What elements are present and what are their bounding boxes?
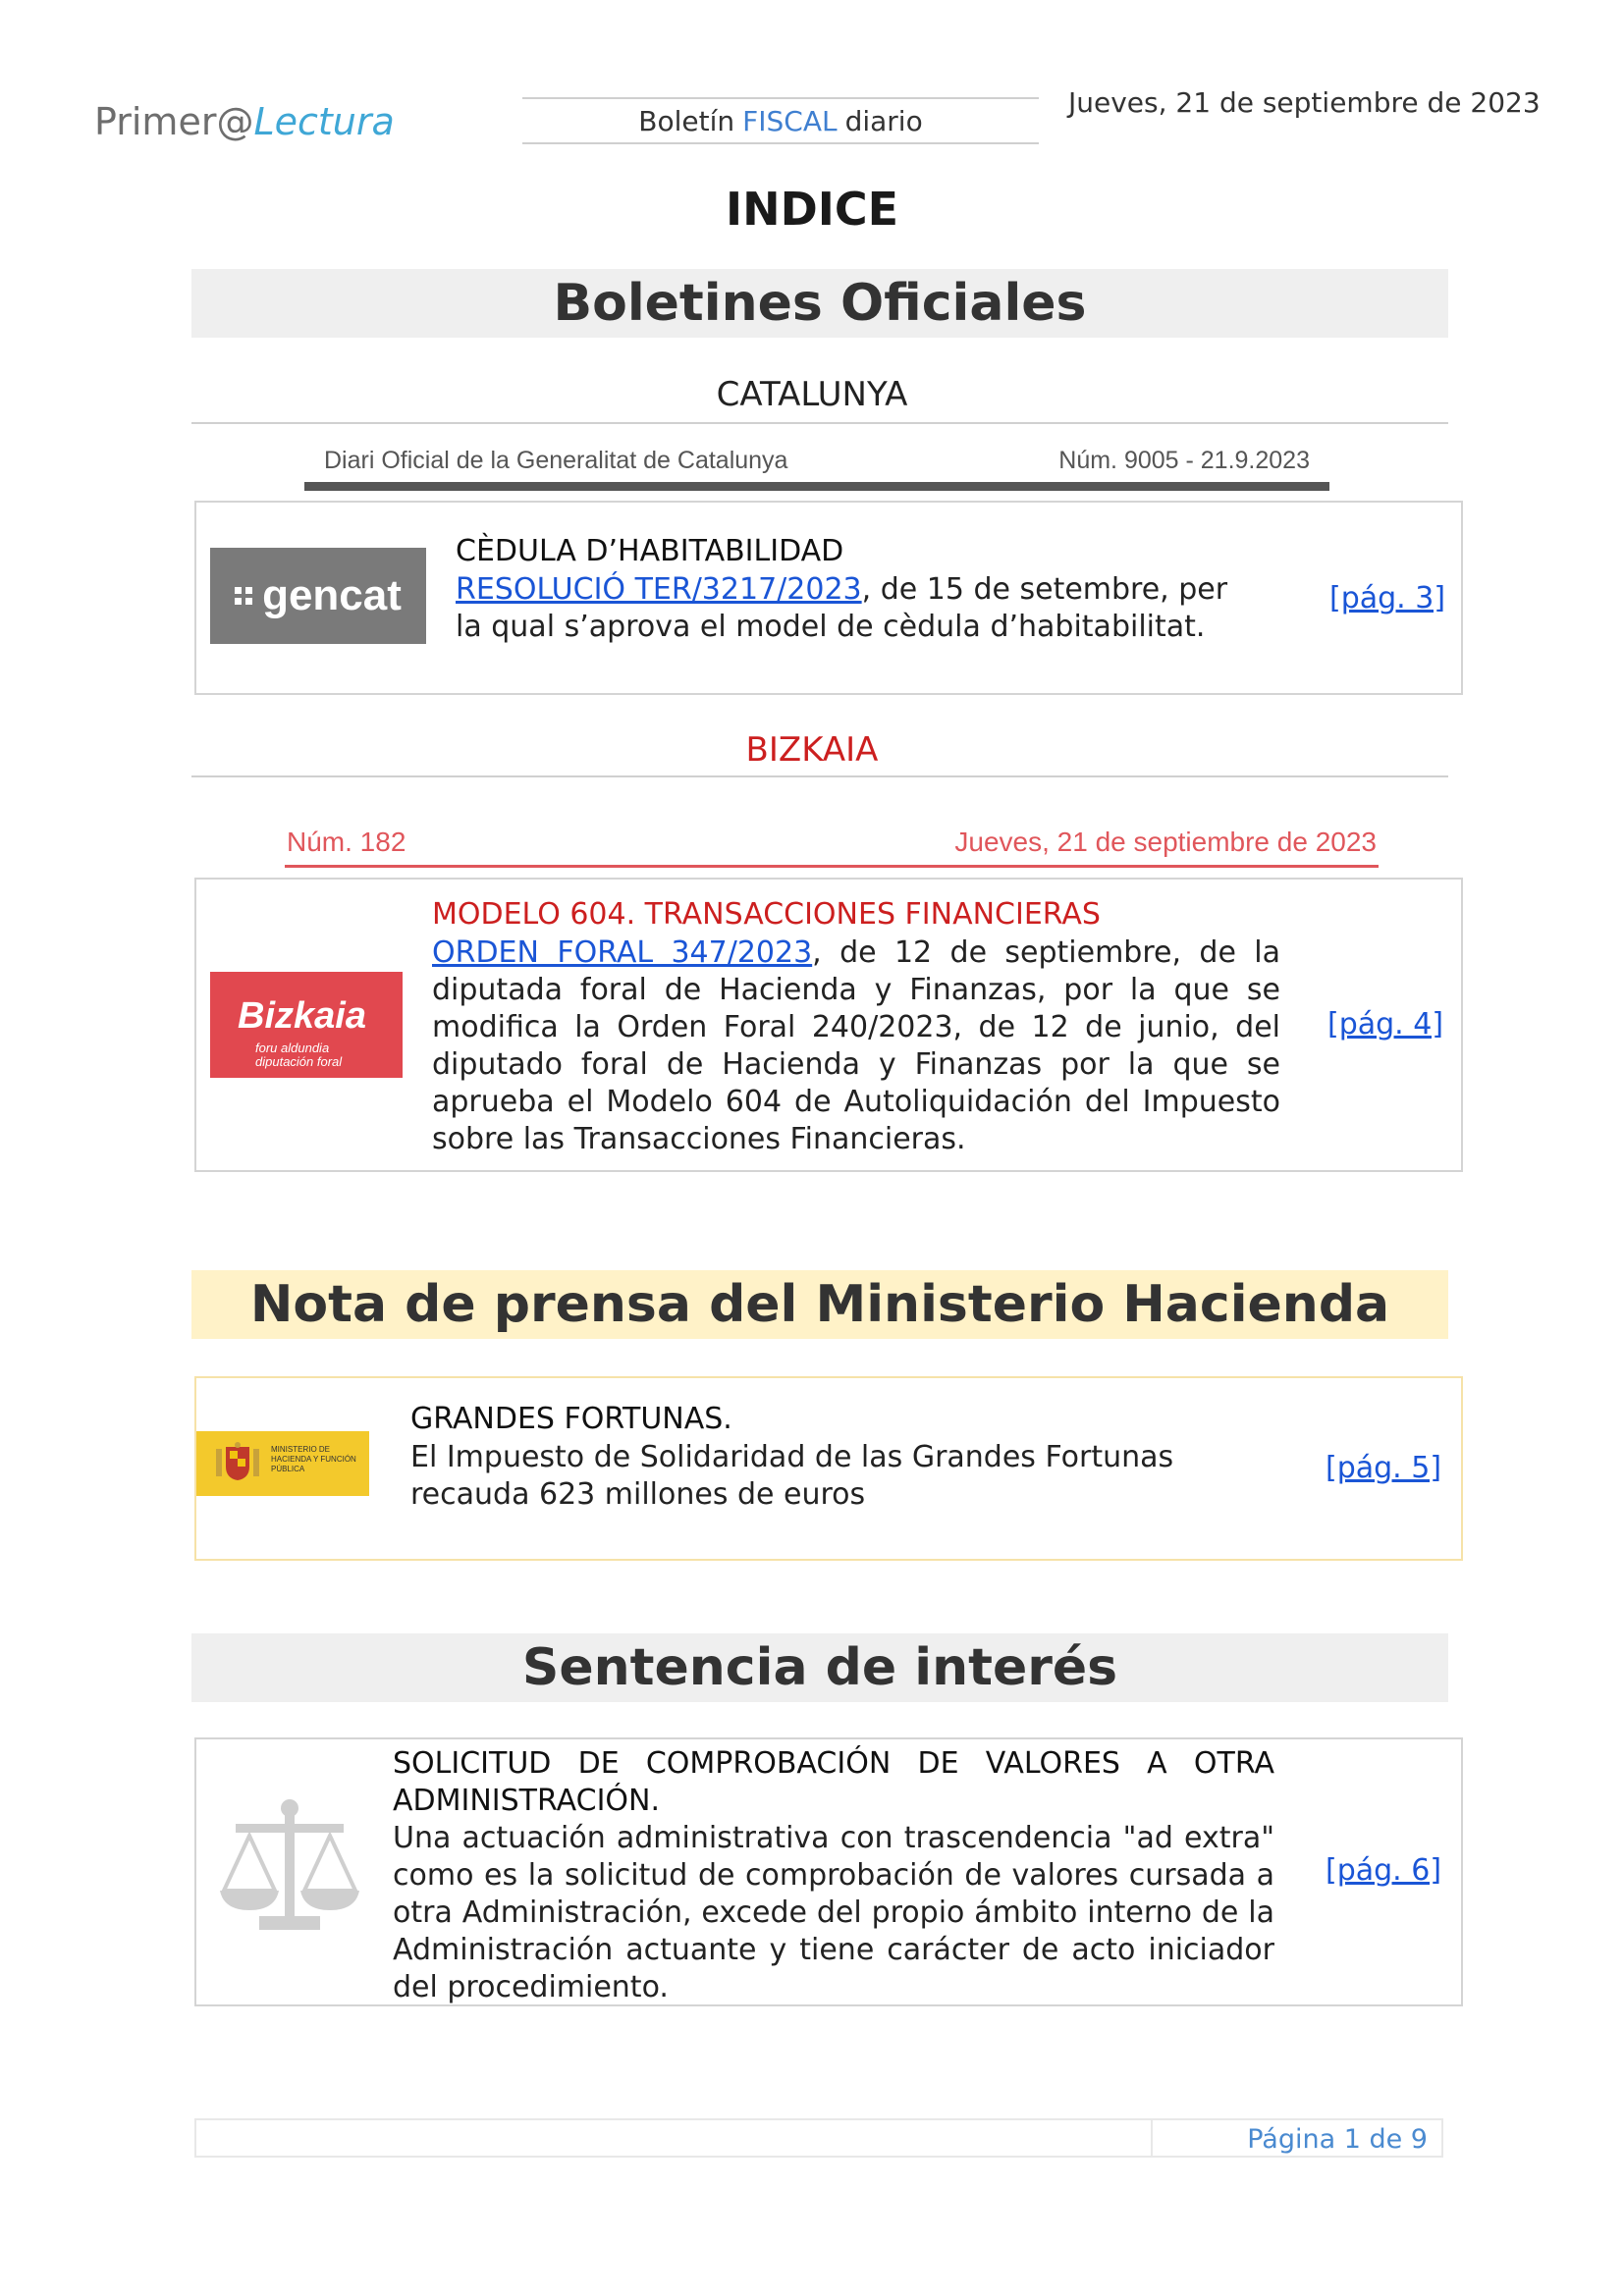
card-body: El Impuesto de Solidaridad de las Grandes Fortunas recauda 623 millones de euros — [410, 1440, 1174, 1512]
bizkaia-logo-sub1: foru aldundia — [255, 1041, 330, 1055]
card-catalunya — [194, 501, 1463, 695]
region-divider — [191, 422, 1448, 424]
region-catalunya: CATALUNYA — [716, 375, 908, 414]
bizkaia-logo — [210, 972, 403, 1078]
card-text: , de 15 de setembre, per la qual s’aprova el model de cèdula d’habitabilitat. — [456, 572, 1228, 644]
page-link-5[interactable]: [pág. 5] — [1326, 1451, 1442, 1485]
brand-part1: Primer@ — [94, 100, 254, 143]
brand-logo — [94, 100, 395, 143]
card-body: Una actuación administrativa con trascendencia "ad extra" como es la solicitud de comprobación de valores cursada a otra Administración, excede del propio ámbito interno de la Administración actuante y tiene carácter de acto iniciador del procedimiento. — [393, 1821, 1274, 2004]
bob-date: Jueves, 21 de septiembre de 2023 — [954, 826, 1377, 857]
dogc-header-strip — [304, 440, 1329, 491]
region-divider — [191, 775, 1448, 777]
page-number: Página 1 de 9 — [1247, 2124, 1428, 2155]
card-title: MODELO 604. TRANSACCIONES FINANCIERAS — [432, 897, 1101, 932]
gencat-logo-text: gencat — [262, 571, 402, 619]
bulletin-title — [522, 97, 1039, 144]
gencat-logo — [210, 548, 426, 644]
region-bizkaia: BIZKAIA — [745, 730, 879, 770]
section-banner-boletines: Boletines Oficiales — [191, 269, 1448, 338]
brand-part2: Lectura — [253, 100, 395, 143]
header-date: Jueves, 21 de septiembre de 2023 — [1068, 86, 1541, 119]
bulletin-fiscal: FISCAL — [742, 104, 838, 137]
bizkaia-logo-name: Bizkaia — [238, 995, 366, 1037]
section-banner-sentencia: Sentencia de interés — [191, 1633, 1448, 1702]
indice-title: INDICE — [725, 183, 899, 236]
footer — [194, 2118, 1443, 2158]
section-banner-nota: Nota de prensa del Ministerio Hacienda — [191, 1270, 1448, 1339]
page-link-6[interactable]: [pág. 6] — [1326, 1853, 1442, 1888]
card-title: SOLICITUD DE COMPROBACIÓN DE VALORES A OTRA ADMINISTRACIÓN. — [393, 1746, 1274, 1818]
card-body — [456, 571, 1231, 646]
dogc-number: Núm. 9005 - 21.9.2023 — [1058, 447, 1310, 474]
bulletin-post: diario — [844, 104, 923, 137]
card-text: , de 12 de septiembre, de la diputada foral de Hacienda y Finanzas, por la que se modifica la Orden Foral 240/2023, de 12 de junio, del diputado foral de Hacienda y Finanzas por la que se aprueba el Modelo 604 de Autoliquidación del Impuesto sobre las Transacciones Financieras. — [432, 935, 1280, 1156]
ministerio-logo — [196, 1431, 369, 1496]
card-bizkaia — [194, 878, 1463, 1172]
bizkaia-logo-sub2: diputación foral — [255, 1054, 343, 1069]
card-title: CÈDULA D’HABITABILIDAD — [456, 534, 844, 568]
bulletin-pre: Boletín — [638, 104, 735, 137]
orden-foral-link[interactable]: ORDEN FORAL 347/2023 — [432, 935, 813, 970]
card-body — [432, 934, 1280, 1158]
card-title: GRANDES FORTUNAS. — [410, 1402, 732, 1436]
scales-of-justice-icon — [220, 1796, 359, 1944]
resolucio-link[interactable]: RESOLUCIÓ TER/3217/2023 — [456, 572, 862, 607]
coat-of-arms-icon — [212, 1441, 263, 1484]
bob-number: Núm. 182 — [287, 826, 406, 857]
ministerio-logo-text: MINISTERIO DE HACIENDA Y FUNCIÓN PÚBLICA — [271, 1445, 356, 1473]
page-link-3[interactable]: [pág. 3] — [1329, 581, 1446, 615]
card-nota — [194, 1376, 1463, 1561]
bob-header-strip — [285, 819, 1379, 868]
page-link-4[interactable]: [pág. 4] — [1327, 1007, 1444, 1041]
footer-divider — [1151, 2120, 1153, 2156]
card-sentencia — [194, 1737, 1463, 2006]
gencat-dots-icon — [235, 587, 252, 605]
dogc-name: Diari Oficial de la Generalitat de Catalunya — [324, 447, 788, 474]
